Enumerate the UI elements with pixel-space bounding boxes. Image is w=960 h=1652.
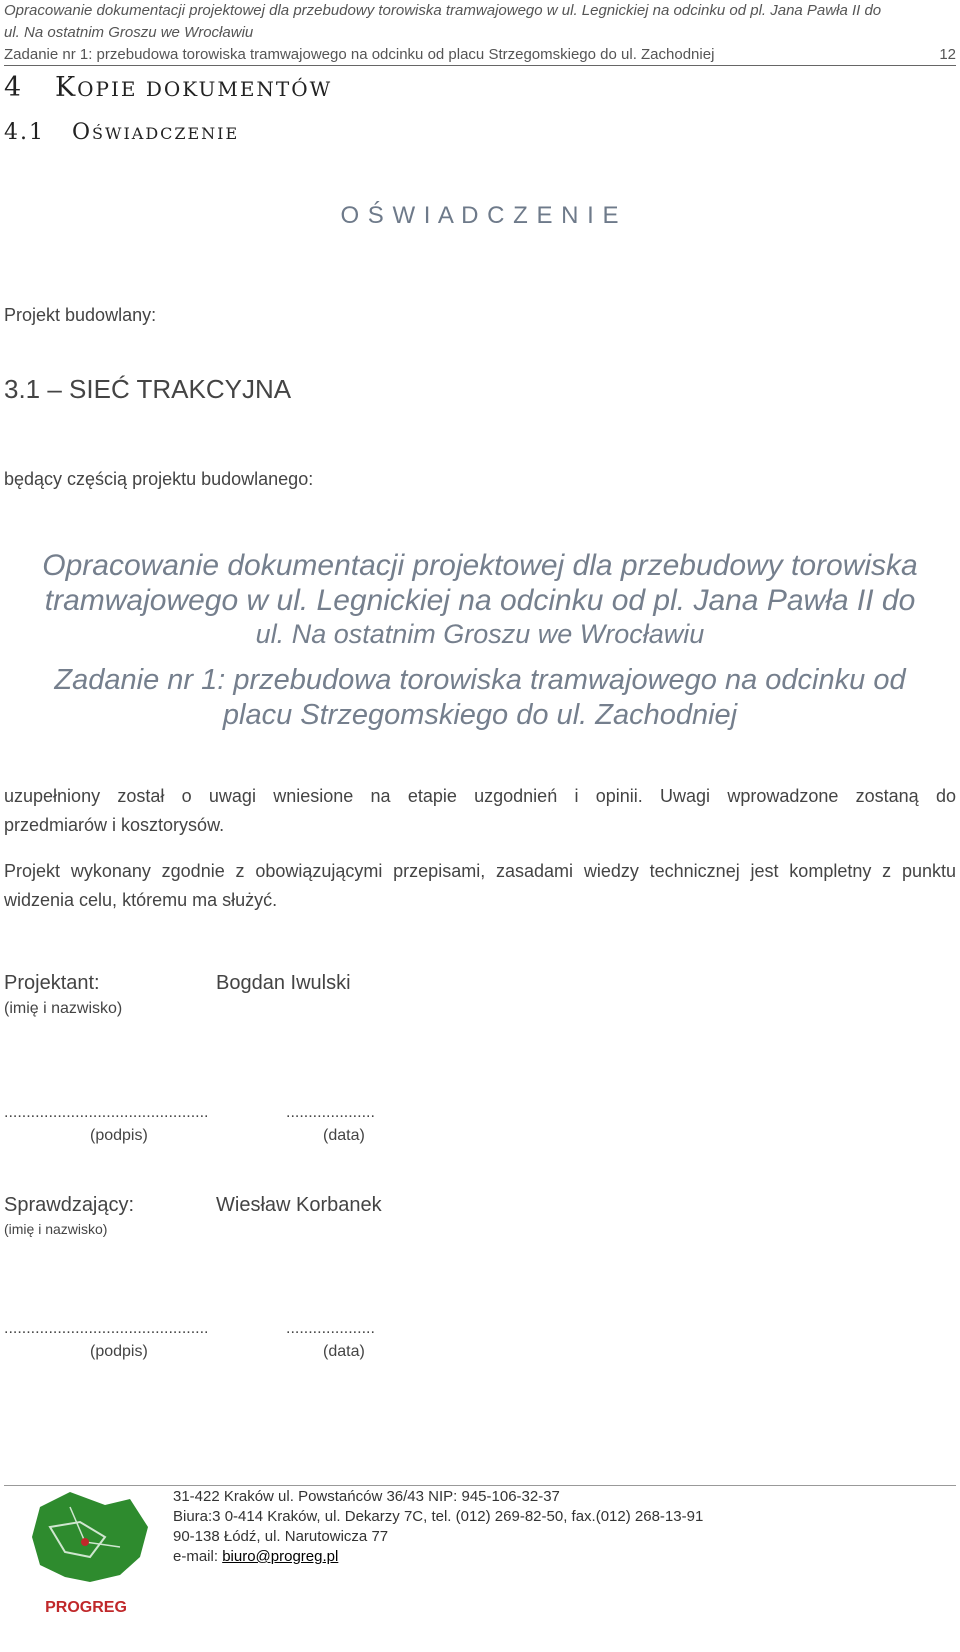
designer-label: Projektant: bbox=[4, 972, 100, 994]
company-logo bbox=[10, 1487, 160, 1647]
header-line-1: Opracowanie dokumentacji projektowej dla przebudowy torowiska tramwajowego w ul. Legnickiej na odcinku od pl. Jana Pawła II do bbox=[4, 2, 882, 19]
part-of-label: będący częścią projektu budowlanego: bbox=[4, 469, 314, 489]
designer-sign-dots: .............................................. bbox=[4, 1104, 209, 1121]
footer-address-3: 90-138 Łódź, ul. Narutowicza 77 bbox=[173, 1528, 389, 1545]
project-name: 3.1 – SIEĆ TRAKCYJNA bbox=[4, 374, 292, 404]
footer-divider bbox=[4, 1485, 956, 1486]
checker-label: Sprawdzający: bbox=[4, 1194, 135, 1216]
designer-date-dots: .................... bbox=[286, 1104, 375, 1121]
checker-date-caption: (data) bbox=[323, 1343, 365, 1360]
checker-date-dots: .................... bbox=[286, 1320, 375, 1337]
header-line-2: ul. Na ostatnim Groszu we Wrocławiu bbox=[4, 24, 254, 41]
footer-email-link[interactable]: biuro@progreg.pl bbox=[222, 1548, 339, 1565]
subsection-title-rest: ŚWIADCZENIE bbox=[92, 124, 240, 143]
footer-email-label: e-mail: bbox=[173, 1548, 223, 1565]
logo-map-icon bbox=[10, 1487, 160, 1647]
logo-text: PROGREG bbox=[45, 1599, 127, 1616]
main-title-line-3: ul. Na ostatnim Groszu we Wrocławiu bbox=[255, 619, 705, 649]
statement-title: O Ś W I A D C Z E N I E bbox=[340, 202, 620, 229]
checker-sign-caption: (podpis) bbox=[90, 1343, 148, 1360]
designer-sign-caption: (podpis) bbox=[90, 1127, 148, 1144]
main-title-line-1: Opracowanie dokumentacji projektowej dla przebudowy torowiska bbox=[42, 549, 918, 582]
designer-name: Bogdan Iwulski bbox=[216, 972, 351, 994]
section-title-first: K bbox=[54, 72, 78, 103]
subsection-number: 4.1 bbox=[4, 120, 45, 145]
section-heading bbox=[4, 72, 332, 103]
designer-sub: (imię i nazwisko) bbox=[4, 1000, 123, 1017]
checker-sub: (imię i nazwisko) bbox=[4, 1221, 108, 1237]
task-line-2: placu Strzegomskiego do ul. Zachodniej bbox=[222, 699, 738, 731]
project-label: Projekt budowlany: bbox=[4, 305, 157, 325]
paragraph-1-line-1: uzupełniony został o uwagi wniesione na etapie uzgodnień i opinii. Uwagi wprowadzone zostaną do bbox=[4, 786, 956, 806]
section-number: 4 bbox=[4, 72, 24, 103]
footer-address-1: 31-422 Kraków ul. Powstańców 36/43 NIP: 945-106-32-37 bbox=[173, 1488, 560, 1505]
section-title-rest: OPIE DOKUMENTÓW bbox=[77, 77, 333, 101]
checker-sign-dots: .............................................. bbox=[4, 1320, 209, 1337]
designer-date-caption: (data) bbox=[323, 1127, 365, 1144]
paragraph-1-line-2: przedmiarów i kosztorysów. bbox=[4, 815, 225, 835]
header-line-3: Zadanie nr 1: przebudowa torowiska tramwajowego na odcinku od placu Strzegomskiego do ul. Zachodniej bbox=[4, 46, 715, 63]
paragraph-2-line-1: Projekt wykonany zgodnie z obowiązującymi przepisami, zasadami wiedzy technicznej jest kompletny z punktu bbox=[4, 861, 956, 881]
task-line-1: Zadanie nr 1: przebudowa torowiska tramwajowego na odcinku od bbox=[54, 664, 906, 696]
checker-name: Wiesław Korbanek bbox=[216, 1194, 382, 1216]
page-number: 12 bbox=[939, 46, 956, 63]
header-divider bbox=[4, 65, 956, 66]
main-title-line-2: tramwajowego w ul. Legnickiej na odcinku od pl. Jana Pawła II do bbox=[44, 584, 916, 617]
subsection-title-first: O bbox=[71, 120, 93, 145]
footer-email-row bbox=[173, 1547, 338, 1567]
footer-address-2: Biura:3 0-414 Kraków, ul. Dekarzy 7C, tel. (012) 269-82-50, fax.(012) 268-13-91 bbox=[173, 1508, 704, 1525]
paragraph-2-line-2: widzenia celu, któremu ma służyć. bbox=[4, 890, 278, 910]
subsection-heading bbox=[4, 120, 239, 145]
